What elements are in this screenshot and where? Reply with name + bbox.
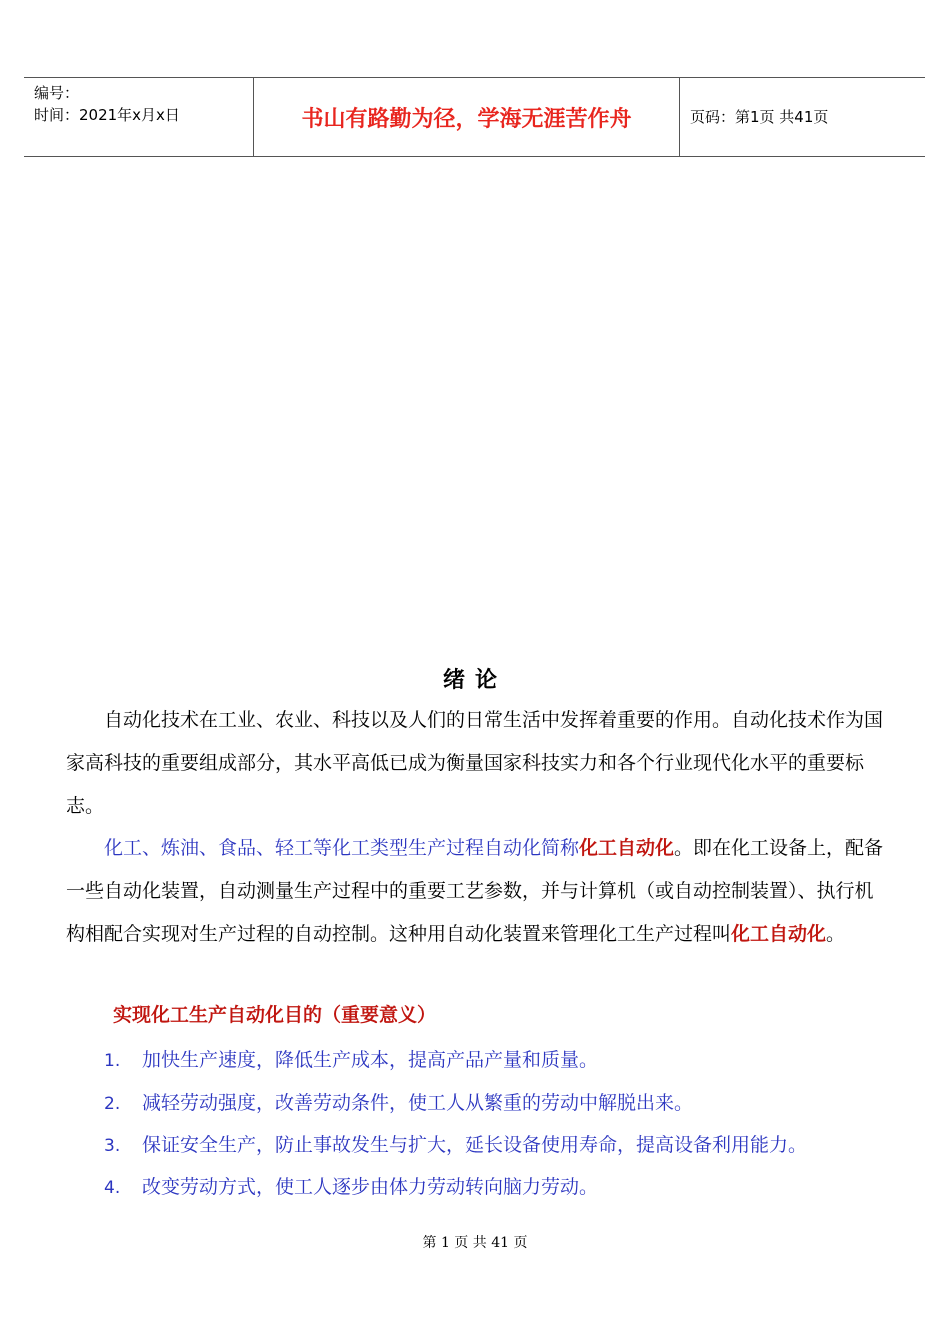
list-number: 4.	[104, 1178, 121, 1198]
definition-end: 。	[826, 923, 846, 945]
header-page-info: 页码：第1页 共41页	[690, 108, 829, 126]
list-number: 1.	[104, 1051, 121, 1071]
number-label: 编号：	[34, 84, 80, 102]
list-text: 加快生产速度，降低生产成本，提高产品产量和质量。	[142, 1049, 599, 1071]
list-number: 3.	[104, 1136, 121, 1156]
list-item	[104, 1045, 598, 1072]
definition-text: 。即在化工设备上，配备一些自动化装置，自动测量生产过程中的重要工艺参数，并与计算机（或自动控制装置）、执行机构相配合实现对生产过程的自动控制。这种用自动化装置来管理化工生产过程叫	[66, 837, 884, 945]
list-item	[104, 1130, 807, 1157]
list-number: 2.	[104, 1094, 121, 1114]
page-header	[24, 77, 925, 157]
list-text: 改变劳动方式，使工人逐步由体力劳动转向脑力劳动。	[142, 1176, 599, 1198]
subheading: 实现化工生产自动化目的（重要意义）	[113, 1004, 437, 1026]
header-divider	[679, 78, 680, 156]
section-title: 绪论	[442, 667, 507, 693]
paragraph-definition	[66, 827, 888, 956]
header-meta	[34, 82, 180, 126]
highlight-term: 化工自动化	[579, 837, 675, 859]
time-label: 时间：2021年x月x日	[34, 106, 180, 124]
list-item	[104, 1088, 693, 1115]
list-item	[104, 1172, 598, 1199]
highlight-term: 化工自动化	[731, 923, 827, 945]
list-text: 保证安全生产，防止事故发生与扩大，延长设备使用寿命，提高设备利用能力。	[142, 1134, 808, 1156]
paragraph-intro: 自动化技术在工业、农业、科技以及人们的日常生活中发挥着重要的作用。自动化技术作为国家高科技的重要组成部分，其水平高低已成为衡量国家科技实力和各个行业现代化水平的重要标志。	[66, 709, 884, 817]
page-footer: 第 1 页 共 41 页	[422, 1235, 528, 1251]
definition-blue-text: 化工、炼油、食品、轻工等化工类型生产过程自动化简称	[104, 837, 580, 859]
header-motto: 书山有路勤为径，学海无涯苦作舟	[301, 105, 632, 132]
list-text: 减轻劳动强度，改善劳动条件，使工人从繁重的劳动中解脱出来。	[142, 1092, 694, 1114]
